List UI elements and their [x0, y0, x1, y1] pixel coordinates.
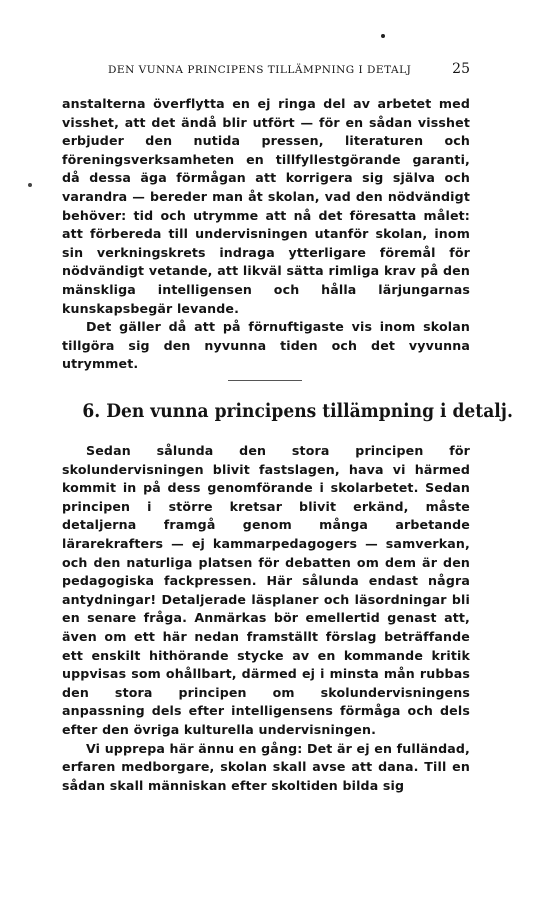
section-divider [228, 380, 302, 381]
page-number: 25 [452, 61, 470, 77]
body-text-bottom [62, 442, 470, 795]
paragraph: Sedan sålunda den stora principen för skolundervisningen blivit fastslagen, hava vi härmed kommit in på dess genomförande i skolarbetet. Sedan principen i större kretsar blivit erkänd, måste detaljerna framgå genom många arbetande lärarekrafters — ej kammarpedagogers — samverkan, och den naturliga platsen för debatten om dem är den pedagogiska fackpressen. Här sålunda endast några antydningar! Detaljerade läsplaner och läsordningar bli en senare fråga. Anmärkas bör emellertid genast att, även om ett här nedan framställt förslag beträffande ett enskilt hithörande stycke av en kommande kritik uppvisas som ohållbart, därmed ej i minsta mån rubbas den stora principen om skolundervisningens anpassning dels efter intelligensens förmåga och dels efter den övriga kulturella undervisningen. [62, 443, 470, 737]
paragraph: Det gäller då att på förnuftigaste vis inom skolan tillgöra sig den nyvunna tiden och det vyvunna utrymmet. [62, 319, 470, 372]
margin-speck [28, 183, 32, 187]
running-head-title: DEN VUNNA PRINCIPENS TILLÄMPNING I DETALJ [108, 64, 412, 76]
paragraph: Vi upprepa här ännu en gång: Det är ej en fulländad, erfaren medborgare, skolan skall avse att dana. Till en sådan skall människan efter skoltiden bilda sig [62, 740, 470, 793]
section-heading: 6. Den vunna principens tillämpning i detalj. [82, 400, 513, 422]
body-text-top [62, 95, 470, 374]
page-speck [381, 34, 385, 38]
paragraph: anstalterna överflytta en ej ringa del av arbetet med visshet, att det ändå blir utfört — för en sådan visshet erbjuder den nutida pressen, literaturen och föreningsverksamheten en tillfyllestgörande garanti, då dessa äga förmågan att korrigera sig själva och varandra — bereder man åt skolan, vad den nödvändigt behöver: tid och utrymme att nå det föresatta målet: att förbereda till undervisningen utanför skolan, inom sin verkningskrets indraga ytterligare föremål för nödvändigt vetande, att likväl sätta rimliga krav på den mänskliga intelligensen och hålla lärjungarnas kunskapsbegär levande. [62, 96, 470, 316]
